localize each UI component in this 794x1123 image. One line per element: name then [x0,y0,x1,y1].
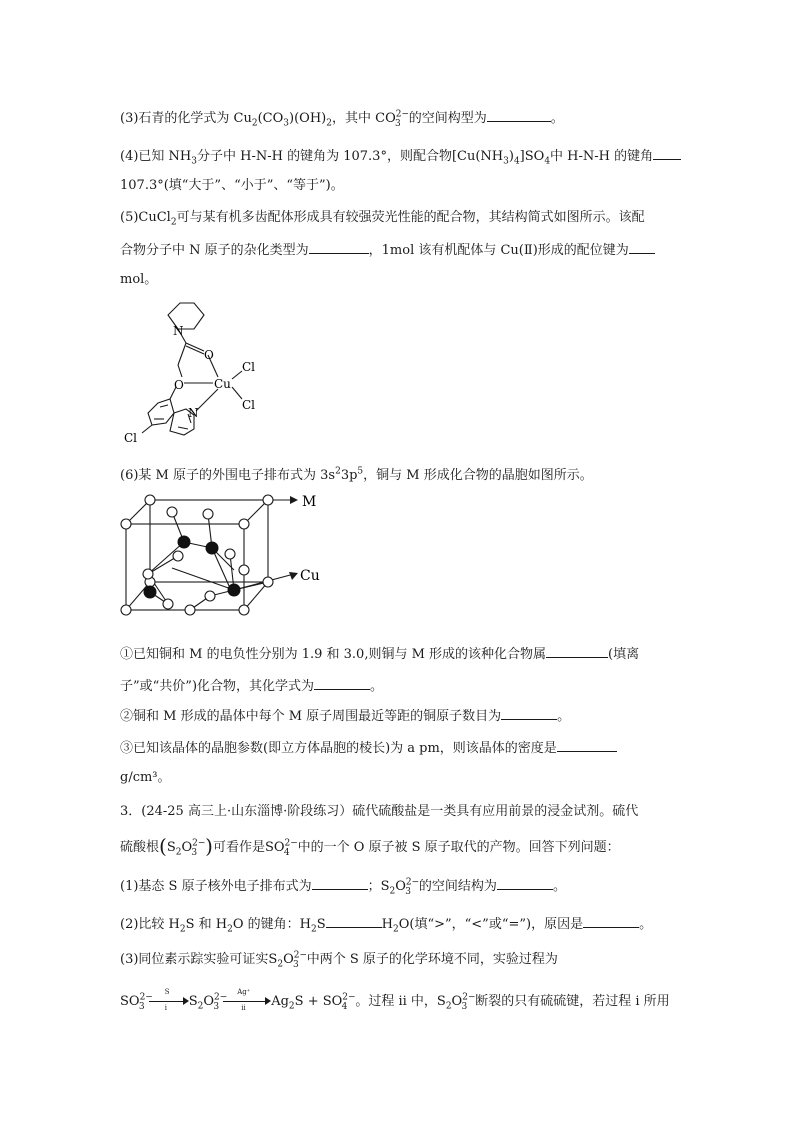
text: ，铜与 M 形成化合物的晶胞如图所示。 [363,468,593,483]
answer-blank[interactable] [314,678,370,690]
text: 。 [552,879,566,894]
arrow-head [265,997,271,1005]
text: mol。 [120,272,158,287]
text: ，其中 CO [331,111,396,126]
answer-blank[interactable] [487,110,551,122]
text: 中的一个 O 原子被 S 原子取代的产物。回答下列问题： [297,840,620,855]
reaction-arrow [223,987,271,1012]
subscript: 3 [191,847,198,858]
atom-n: N [173,324,184,338]
q6-a3-line1 [120,740,617,757]
p3-q2-line [120,916,652,933]
text: Ag [271,994,289,1009]
atom-o: O [174,378,184,392]
text: (2)比较 H [120,917,180,932]
text: H [381,917,393,932]
q5-line2 [120,242,655,259]
atom-cl: Cl [242,398,256,412]
subscript: 3 [191,156,197,167]
text: 中 H-N-H 的键角 [550,149,654,164]
subscript: 4 [283,847,290,858]
subscript: 2 [251,118,258,129]
text: (3)同位素示踪实验可证实S [120,952,278,967]
subscript: 2 [227,924,233,935]
text: O [203,994,215,1009]
p3-header-line2 [120,834,620,858]
answer-blank[interactable] [546,646,608,658]
text: O [181,840,193,855]
text: 。 [370,679,384,694]
text: 子”或“共价”)化合物，其化学式为 [120,679,315,694]
text: 107.3°(填“大于”、“小于”、“等于”)。 [120,178,344,193]
subscript: 4 [544,156,551,167]
answer-blank[interactable] [497,878,553,890]
subscript: 2 [179,924,186,935]
text: O(填“>”，“<”或“=”)，原因是 [398,917,584,932]
subscript: 4 [341,1001,348,1012]
text: ) [508,149,514,164]
text: S [316,917,326,932]
atom-cl: Cl [242,360,256,374]
subscript: 3 [395,118,401,129]
answer-blank[interactable] [309,242,369,254]
text: 3．(24-25 高三上·山东淄博·阶段练习）硫代硫酸盐是一类具有应用前景的浸金试剂。硫代 [120,804,639,819]
subscript: 2 [326,118,332,129]
q4-line1 [120,148,681,165]
superscript: 2− [342,992,356,1003]
text: g/cm³。 [120,770,171,785]
subscript: 2 [277,959,284,970]
text: 可与某有机多齿配体形成具有较强荧光性能的配合物，其结构简式如图所示。该配 [176,210,645,225]
text: 。 [557,709,571,724]
arrow-head [183,997,189,1005]
text: ①已知铜和 M 的电负性分别为 1.9 和 3.0,则铜与 M 形成的该种化合物属 [120,647,547,662]
subscript: 2 [175,847,182,858]
q3-line [120,110,564,127]
text: (5)CuCl [120,210,171,225]
q6-a2-line [120,708,570,725]
text: 3p [340,468,358,483]
text: 。 [639,917,653,932]
q6-line1 [120,468,593,484]
text: (6)某 M 原子的外围电子排布式为 3s [120,468,336,483]
q6-a3-line2 [120,770,171,786]
atom-cl: Cl [124,431,138,445]
subscript: 3 [293,959,299,970]
subscript: 2 [389,886,396,897]
label-m: M [302,494,317,510]
superscript: 2− [462,992,476,1003]
text: 的空间构型为 [408,111,487,126]
text: O 的键角：H [232,917,312,932]
paren: ) [205,834,213,858]
answer-blank[interactable] [326,916,382,928]
complex-structure-diagram [118,295,268,445]
subscript: 2 [311,924,317,935]
text: S [188,994,198,1009]
p3-header-line1 [120,804,638,820]
superscript: 5 [357,466,364,477]
text: ]SO [519,149,545,164]
superscript: 2− [395,109,410,120]
text: O [451,994,463,1009]
subscript: 2 [393,924,399,935]
q5-line1 [120,210,645,226]
subscript: 3 [283,118,290,129]
text: O [395,879,406,894]
text: (1)基态 S 原子核外电子排布式为 [120,879,312,894]
text: 硫酸根 [120,840,160,855]
text: ，1mol 该有机配体与 Cu(Ⅱ)形成的配位键为 [368,243,629,258]
text: 断裂的只有硫硫键，若过程 ⅰ 所用 [475,994,670,1009]
text: ②铜和 M 形成的晶体中每个 M 原子周围最近等距的铜原子数目为 [120,709,502,724]
text: O [283,952,294,967]
text: ③已知该晶体的晶胞参数(即立方体晶胞的棱长)为 a pm，则该晶体的密度是 [120,741,557,756]
answer-blank[interactable] [583,916,639,928]
text: 的空间结构为 [418,879,497,894]
atom-n: N [188,406,199,420]
text: S + SO [294,994,343,1009]
text: (填离 [608,647,640,662]
superscript: 2− [214,992,228,1003]
subscript: 3 [503,156,509,167]
arrow-label: Ag⁺ [237,987,251,996]
text: S 和 H [185,917,228,932]
answer-blank[interactable] [312,878,368,890]
q6-a1-line2 [120,678,383,695]
answer-blank[interactable] [501,708,557,720]
q5-line3 [120,272,157,288]
subscript: 2 [197,1001,204,1012]
q4-line2 [120,178,344,194]
p3-q1-line [120,878,566,895]
text: (CO [257,111,284,126]
text: (4)已知 NH [120,149,192,164]
arrow-label: S [164,987,170,996]
subscript: 3 [405,886,411,897]
subscript: 3 [461,1001,468,1012]
arrow-label: ⅱ [241,1003,246,1012]
text: 。过程 ⅱ 中，S [355,994,446,1009]
subscript: 3 [213,1001,220,1012]
reaction-arrow [149,987,189,1012]
subscript: 2 [288,1001,295,1012]
p3-q3-line [120,952,558,968]
text: 可看作是SO [212,840,285,855]
superscript: 2− [284,838,298,849]
atom-cu: Cu [214,377,231,391]
text: 合物分子中 N 原子的杂化类型为 [120,243,309,258]
text: SO [120,994,140,1009]
answer-blank[interactable] [653,148,681,160]
atom-o: O [204,348,214,362]
answer-blank[interactable] [557,740,617,752]
superscript: 2 [335,466,341,477]
text: 分子中 H-N-H 的键角为 107.3°，则配合物[Cu(NH [197,149,504,164]
arrow-shaft [149,1001,185,1002]
subscript: 2 [170,217,177,228]
text: (3)石青的化学式为 Cu [120,111,252,126]
superscript: 2− [192,838,206,849]
label-cu: Cu [300,568,320,584]
superscript: 2− [139,992,153,1003]
superscript: 2− [405,877,420,888]
paren: ( [159,834,167,858]
subscript: 4 [513,156,520,167]
text: )(OH) [289,111,327,126]
text: S [166,840,176,855]
q6-a1-line1 [120,646,639,663]
text: ；S [367,879,390,894]
subscript: 3 [138,1001,145,1012]
arrow-shaft [223,1001,267,1002]
superscript: 2− [293,950,308,961]
subscript: 2 [445,1001,452,1012]
text: 。 [550,111,564,126]
p3-equation-line [120,987,670,1012]
arrow-label: ⅰ [164,1003,167,1012]
text: 中两个 S 原子的化学环境不同，实验过程为 [306,952,558,967]
crystal-cell-diagram [118,492,338,624]
answer-blank[interactable] [629,242,655,254]
